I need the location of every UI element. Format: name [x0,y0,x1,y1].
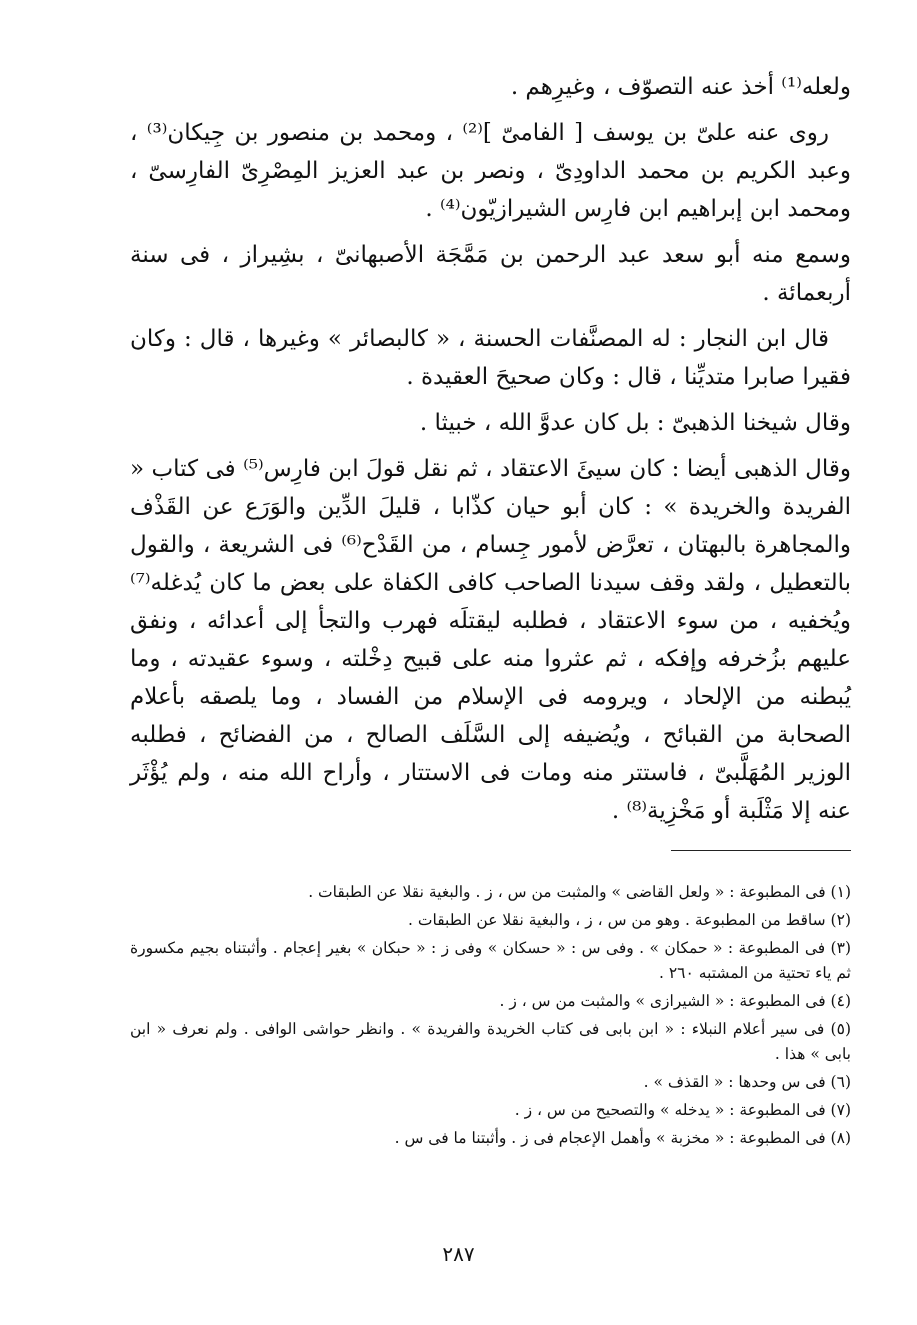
paragraph-2: روى عنه علىّ بن يوسف [ الفامىّ ]⁽²⁾ ، ومحمد بن منصور بن جِيكان⁽³⁾ ، وعبد الكريم بن محمد الداودِىّ ، ونصر بن عبد العزيز المِصْرِىّ الفارِسىّ ، ومحمد ابن إبراهيم ابن فارِس الشيرازيّون⁽⁴⁾ . [130,120,851,222]
footnote-8: (٨) فى المطبوعة : « مخزبة » وأهمل الإعجام فى ز . وأثبتنا ما فى س . [394,1129,851,1147]
paragraph-1: ولعله⁽¹⁾ أخذ عنه التصوّف ، وغيرِهم . [510,74,851,100]
footnote-7: (٧) فى المطبوعة : « يدخله » والتصحيح من س ، ز . [514,1101,851,1119]
footnote-separator [671,850,851,851]
footnote-5: (٥) فى سير أعلام النبلاء : « ابن بابى فى كتاب الخريدة والفريدة » . وانظر حواشى الوافى . ولم نعرف « ابن بابى » هذا . [130,1020,851,1063]
paragraph-4: قال ابن النجار : له المصنَّفات الحسنة ، « كالبصائر » وغيرها ، قال : وكان فقيرا صابرا متديِّنا ، قال : وكان صحيحَ العقيدة . [130,326,851,390]
main-text [130,68,851,838]
paragraph-5: وقال شيخنا الذهبىّ : بل كان عدوَّ الله ، خبيثا . [419,410,851,436]
footnote-6: (٦) فى س وحدها : « القذف » . [643,1073,851,1091]
paragraph-3: وسمع منه أبو سعد عبد الرحمن بن مَمَّجَة الأصبهانىّ ، بشِيراز ، فى سنة أربعمائة . [130,242,851,306]
footnote-3: (٣) فى المطبوعة : « حمكان » . وفى س : « حسكان » وفى ز : « حبكان » بغير إعجام . وأثبتناه بجيم مكسورة ثم ياء تحتية من المشتبه ٢٦٠ . [130,939,851,982]
footnote-4: (٤) فى المطبوعة : « الشيرازى » والمثبت من س ، ز . [499,992,851,1010]
footnotes [130,880,851,1154]
page-number: ٢٨٧ [442,1242,475,1266]
footnote-2: (٢) ساقط من المطبوعة . وهو من س ، ز ، والبغية نقلا عن الطبقات . [408,911,851,929]
footnote-1: (١) فى المطبوعة : « ولعل القاضى » والمثبت من س ، ز . والبغية نقلا عن الطبقات . [308,883,851,901]
paragraph-6: وقال الذهبى أيضا : كان سيئَ الاعتقاد ، ثم نقل قولَ ابن فارِس⁽⁵⁾ فى كتاب « الفريدة والخريدة » : كان أبو حيان كذّابا ، قليلَ الدِّين والوَرَع عن القَذْف والمجاهرة بالبهتان ، تعرَّض لأمور جِسام ، من القَدْح⁽⁶⁾ فى الشريعة ، والقول بالتعطيل ، ولقد وقف سيدنا الصاحب كافى الكفاة على بعض ما كان يُدغله⁽⁷⁾ ويُخفيه ، من سوء الاعتقاد ، فطلبه ليقتلَه فهرب والتجأ إلى أعدائه ، ونفق عليهم بزُخرفه وإفكه ، ثم عثروا منه على قبيح دِخْلته ، وسوء عقيدته ، وما يُبطنه من الإلحاد ، ويرومه فى الإسلام من الفساد ، وما يلصقه بأعلام الصحابة من القبائح ، ويُضيفه إلى السَّلَف الصالح ، من الفضائح ، فطلبه الوزير المُهَلَّبىّ ، فاستتر منه ومات فى الاستتار ، وأراح الله منه ، ولم يُؤْثَر عنه إلا مَثْلَبة أو مَخْزِية⁽⁸⁾ . [130,456,851,824]
